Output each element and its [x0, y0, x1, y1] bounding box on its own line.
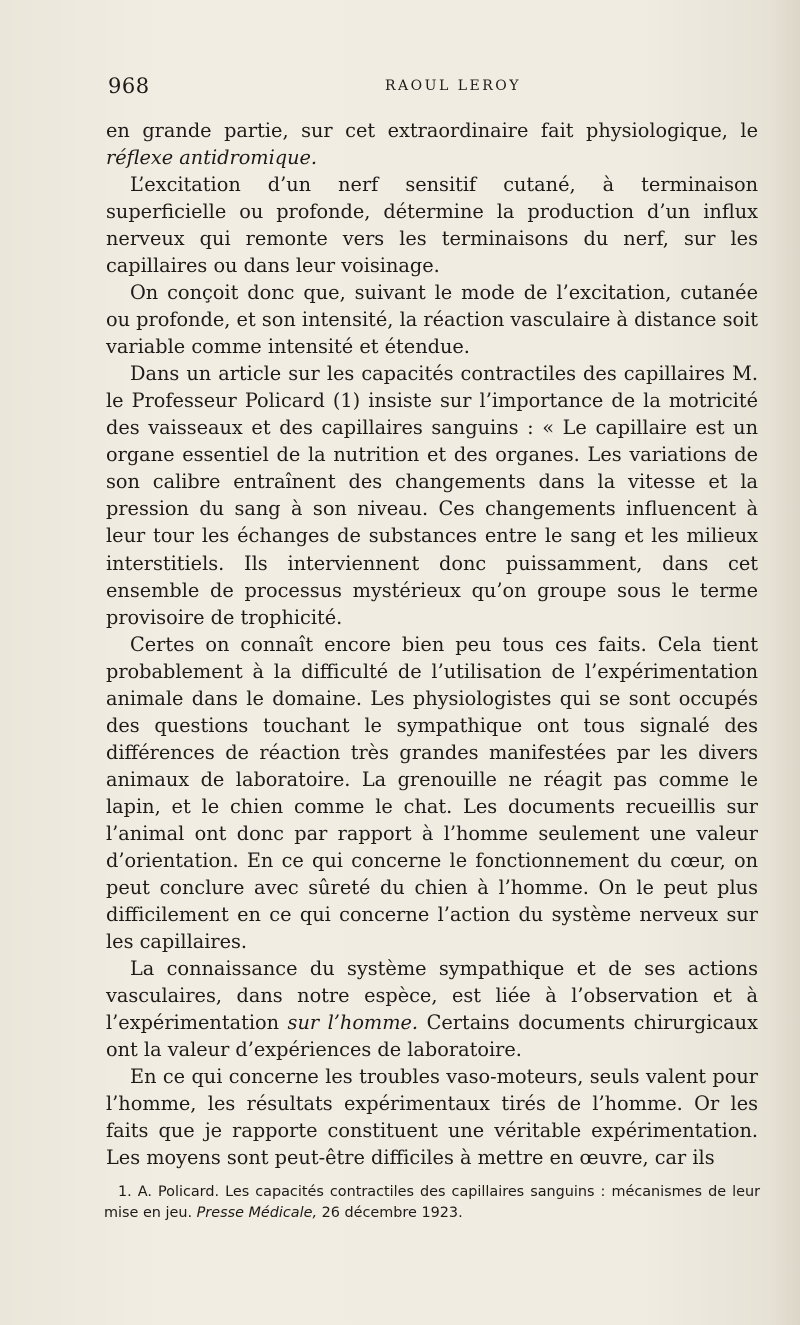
paragraph-text: La connaissance du système sympathique et de ses actions vasculaires, dans notre espèce, est liée à l’observation et à l’expérimentation: [106, 956, 758, 1035]
footnote-date: 26 décembre 1923.: [321, 1205, 463, 1221]
paragraph: [106, 955, 758, 1063]
paragraph-text: en grande partie, sur cet extraordinaire fait physiologique, le: [106, 119, 758, 142]
paragraph-continuation: [106, 117, 758, 171]
footnote-text: 1. A. Policard. Les capacités contractiles des capillaires sanguins : mécanismes de leur mise en jeu.: [104, 1184, 760, 1221]
page-header: [108, 74, 758, 104]
footnote: [104, 1182, 760, 1224]
italic-term: réflexe antidromique.: [106, 146, 318, 170]
paragraph: Dans un article sur les capacités contractiles des capillaires M. le Professeur Policard (1) insiste sur l’importance de la motricité des vaisseaux et des capillaires sanguins : « Le capillaire est un organe essentiel de la nutrition et des organes. Les variations de son calibre entraînent des changements dans la vitesse et la pression du sang à son niveau. Ces changements influencent à leur tour les échanges de substances entre le sang et les milieux interstitiels. Ils interviennent donc puissamment, dans cet ensemble de processus mystérieux qu’on groupe sous le terme provisoire de trophicité.: [106, 362, 758, 629]
running-head: RAOUL LEROY: [385, 78, 521, 94]
footnote-journal: Presse Médicale,: [196, 1205, 318, 1221]
paragraph-text: Certains documents chirurgicaux ont la valeur d’expériences de laboratoire.: [106, 1011, 758, 1062]
page-number: 968: [108, 74, 150, 98]
paragraph: En ce qui concerne les troubles vaso-moteurs, seuls valent pour l’homme, les résultats expérimentaux tirés de l’homme. Or les faits que je rapporte constituent une véritable expérimentation. Les moyens sont peut-être difficiles à mettre en œuvre, car ils: [106, 1065, 758, 1170]
body-text: [106, 117, 758, 1171]
paragraph: L’excitation d’un nerf sensitif cutané, à terminaison superficielle ou profonde, détermine la production d’un influx nerveux qui remonte vers les terminaisons du nerf, sur les capillaires ou dans leur voisinage.: [106, 173, 758, 278]
italic-phrase: sur l’homme.: [287, 1011, 419, 1035]
paragraph: On conçoit donc que, suivant le mode de l’excitation, cutanée ou profonde, et son intensité, la réaction vasculaire à distance soit variable comme intensité et étendue.: [106, 281, 758, 359]
paragraph: Certes on connaît encore bien peu tous ces faits. Cela tient probablement à la difficulté de l’utilisation de l’expérimentation animale dans le domaine. Les physiologistes qui se sont occupés des questions touchant le sympathique ont tous signalé des différences de réaction très grandes manifestées par les divers animaux de laboratoire. La grenouille ne réagit pas comme le lapin, et le chien comme le chat. Les documents recueillis sur l’animal ont donc par rapport à l’homme seulement une valeur d’orientation. En ce qui concerne le fonctionnement du cœur, on peut conclure avec sûreté du chien à l’homme. On le peut plus difficilement en ce qui concerne l’action du système nerveux sur les capillaires.: [106, 632, 758, 953]
